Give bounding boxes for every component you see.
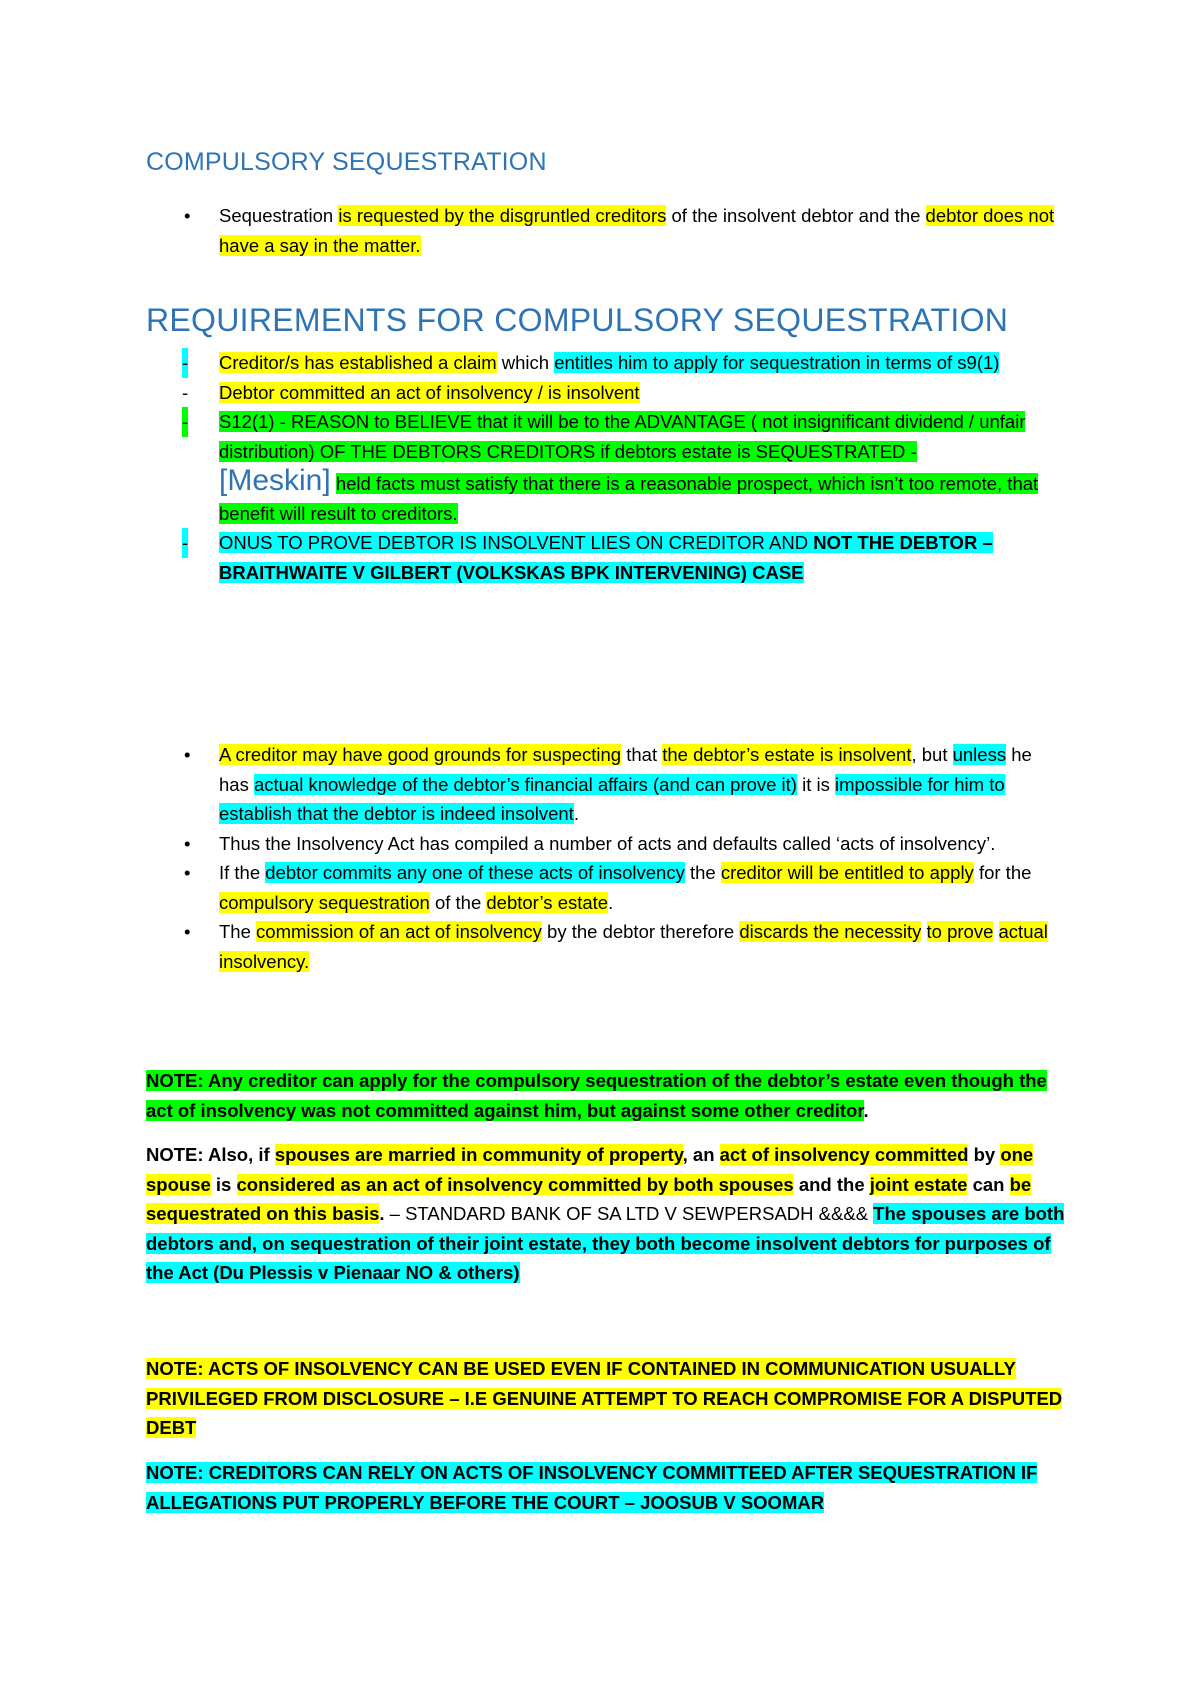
bullet-icon: •: [184, 832, 191, 854]
acts-bullet-item: [146, 858, 1066, 917]
note-any-creditor: [146, 1066, 1076, 1125]
acts-bullet-item: [146, 740, 1066, 829]
highlight: the debtor’s estate is insolvent: [662, 744, 912, 765]
req-highlight-bold: NOT THE DEBTOR – BRAITHWAITE V GILBERT (VOLKSKAS BPK INTERVENING) CASE: [219, 532, 993, 583]
text: it is: [796, 773, 835, 795]
text: the: [684, 862, 721, 883]
intro-list: [146, 201, 1066, 260]
text: [993, 921, 998, 942]
highlight: debtor commits any one of these acts of insolvency: [265, 862, 685, 883]
heading-compulsory-sequestration: COMPULSORY SEQUESTRATION: [146, 148, 547, 176]
text: The: [219, 921, 257, 942]
highlight: NOTE: ACTS OF INSOLVENCY CAN BE USED EVEN IF CONTAINED IN COMMUNICATION USUALLY PRIVILEGED FROM DISCLOSURE – I.E GENUINE ATTEMPT TO REACH COMPROMISE FOR A DISPUTED DEBT: [146, 1358, 1063, 1438]
intro-bullet-item: [146, 201, 1066, 260]
highlight: actual insolvency.: [219, 921, 1048, 972]
text: Thus the Insolvency Act has compiled a number of acts and defaults called ‘acts of insolvency’.: [219, 832, 996, 854]
intro-highlight: debtor does not have a say in the matter.: [219, 205, 1055, 256]
text: by: [968, 1144, 1001, 1165]
intro-highlight: is requested by the disgruntled creditors: [338, 205, 667, 226]
highlight: commission of an act of insolvency: [256, 921, 542, 942]
requirement-item: [146, 348, 1061, 378]
text: , an: [682, 1144, 720, 1165]
highlight: The spouses are both debtors and, on sequestration of their joint estate, they both become insolvent debtors for purposes of the Act (Du Plessis v Pienaar NO & others): [146, 1203, 1065, 1283]
highlight: to prove: [926, 921, 994, 942]
bullet-icon: •: [184, 205, 191, 226]
text: and the: [793, 1173, 870, 1195]
acts-bullet-item: [146, 917, 1066, 976]
acts-bullet-item: [146, 829, 1066, 859]
text: he has: [219, 744, 1032, 795]
req-highlight: entitles him to apply for sequestration in terms of s9(1): [554, 352, 1000, 373]
text: of the: [429, 891, 487, 913]
requirement-item: [146, 407, 1061, 528]
req-text: which: [496, 352, 555, 373]
bullet-icon: •: [184, 921, 191, 942]
bullet-icon: •: [184, 862, 191, 883]
highlight: NOTE:: [146, 1070, 204, 1091]
dash-icon: -: [182, 528, 188, 558]
text: , but: [911, 744, 953, 765]
req-highlight: held facts must satisfy that there is a reasonable prospect, which isn’t too remote, that benefit will result to creditors.: [219, 473, 1039, 524]
highlight: compulsory sequestration: [219, 891, 430, 913]
requirement-item: [146, 528, 1061, 587]
heading-requirements: REQUIREMENTS FOR COMPULSORY SEQUESTRATION: [146, 302, 1009, 338]
acts-list: [146, 740, 1066, 976]
highlight: actual knowledge of the debtor’s financial affairs (and can prove it): [253, 773, 797, 795]
highlight: considered as an act of insolvency committed by both spouses: [236, 1173, 794, 1195]
note-privileged-communication: [146, 1354, 1076, 1443]
highlight: NOTE: CREDITORS CAN RELY ON ACTS OF INSOLVENCY COMMITTEED AFTER SEQUESTRATION IF ALLEGATIONS PUT PROPERLY BEFORE THE COURT – JOOSUB V SOOMAR: [146, 1462, 1038, 1513]
highlight: impossible for him to establish that the debtor is indeed insolvent: [219, 773, 1005, 824]
dash-icon: -: [182, 348, 188, 378]
text: for the: [973, 862, 1032, 883]
text: .: [379, 1203, 385, 1224]
note-spouses: [146, 1140, 1076, 1288]
req-highlight: Debtor committed an act of insolvency / is insolvent: [219, 381, 640, 403]
case-reference: [Meskin]: [219, 464, 331, 497]
requirement-item: [146, 378, 1061, 408]
req-highlight: S12(1) - REASON to BELIEVE that it will be to the ADVANTAGE ( not insignificant dividend / unfair distribution) OF THE DEBTORS CREDITORS if debtors estate is SEQUESTRATED -: [219, 411, 1026, 462]
highlight: debtor’s estate: [486, 891, 609, 913]
text: .: [573, 803, 579, 824]
highlight: unless: [952, 744, 1007, 765]
highlight: spouses are married in community of property: [274, 1144, 683, 1165]
req-highlight: Creditor/s has established a claim: [219, 352, 497, 373]
text: by the debtor therefore: [541, 921, 740, 942]
highlight: A creditor may have good grounds for suspecting: [219, 744, 622, 765]
req-highlight: ONUS TO PROVE DEBTOR IS INSOLVENT LIES ON CREDITOR AND: [219, 532, 814, 553]
bullet-icon: •: [184, 744, 191, 765]
case-citation: – STANDARD BANK OF SA LTD V SEWPERSADH &&&&: [384, 1203, 874, 1224]
intro-text: Sequestration: [219, 205, 339, 226]
dash-icon: -: [182, 381, 189, 403]
dash-icon: -: [182, 407, 188, 437]
text: .: [863, 1099, 869, 1121]
highlight: act of insolvency committed: [719, 1144, 969, 1165]
highlight: Any creditor can apply for the compulsory sequestration of the debtor’s estate even though the act of insolvency was not committed against him, but against some other creditor: [146, 1070, 1047, 1121]
highlight: be sequestrated on this basis: [146, 1173, 1032, 1224]
requirements-list: [146, 348, 1061, 587]
text: NOTE: Also, if: [146, 1144, 275, 1165]
text: [921, 921, 926, 942]
text: If the: [219, 862, 266, 883]
text: is: [210, 1173, 237, 1195]
highlight: one spouse: [146, 1144, 1034, 1195]
text: that: [621, 744, 663, 765]
note-after-sequestration: [146, 1458, 1076, 1517]
highlight: joint estate: [869, 1173, 968, 1195]
text: can: [967, 1173, 1010, 1195]
highlight: creditor will be entitled to apply: [720, 862, 974, 883]
intro-text: of the insolvent debtor and the: [666, 205, 926, 226]
highlight: discards the necessity: [739, 921, 922, 942]
text: .: [608, 891, 614, 913]
